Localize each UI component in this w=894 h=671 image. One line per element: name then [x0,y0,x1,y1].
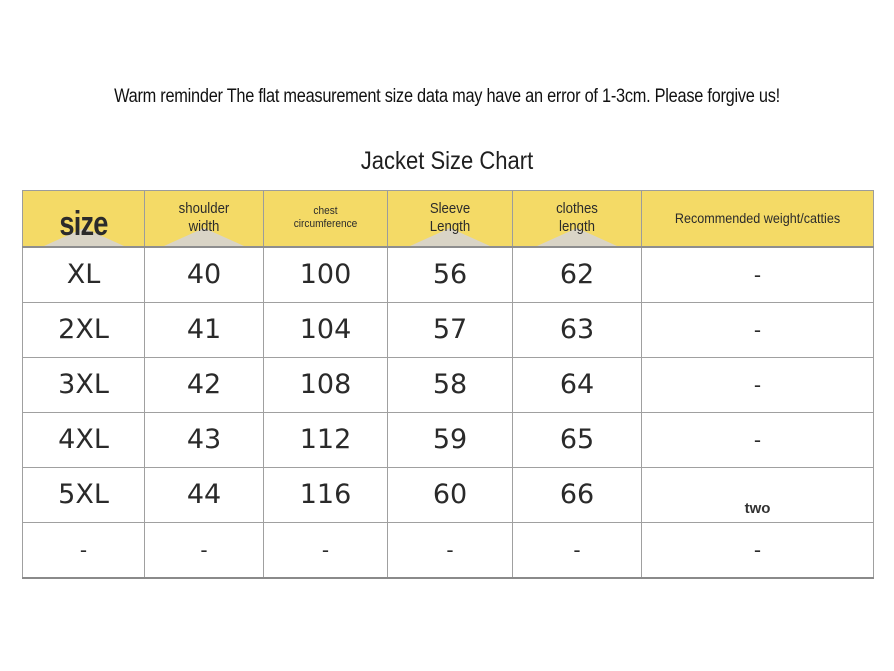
table-row [23,522,874,578]
chest-cell: 100 [264,247,388,303]
weight-cell: - [642,412,874,467]
sleeve-cell: 57 [388,302,513,357]
weight-note: two [744,499,771,517]
length-cell: 62 [513,247,642,303]
table-row [23,467,874,522]
header-shoulder-width [145,191,264,247]
size-chart-table [22,190,874,579]
sleeve-cell: 60 [388,467,513,522]
warm-reminder-text: Warm reminder The flat measurement size data may have an error of 1-3cm. Please forgive us! [114,86,780,107]
table-row [23,357,874,412]
shoulder-cell: - [145,522,264,578]
header-label: clothes [556,199,598,217]
length-cell: 63 [513,302,642,357]
size-cell: 2XL [23,302,145,357]
weight-cell: - [642,247,874,303]
header-recommended-weight [642,191,874,247]
shoulder-cell: 40 [145,247,264,303]
size-cell: XL [23,247,145,303]
shoulder-cell: 43 [145,412,264,467]
header-label: shoulder [178,199,230,217]
length-cell: 64 [513,357,642,412]
length-cell: 65 [513,412,642,467]
table-row [23,412,874,467]
header-clothes-length [513,191,642,247]
size-cell: 4XL [23,412,145,467]
sleeve-cell: - [388,522,513,578]
weight-cell [642,467,874,522]
header-label: Recommended weight/catties [674,209,841,226]
sleeve-cell: 59 [388,412,513,467]
header-label: Sleeve [429,199,471,217]
shoulder-cell: 44 [145,467,264,522]
length-cell: 66 [513,467,642,522]
header-label: size [59,205,108,243]
chest-cell: 116 [264,467,388,522]
chest-cell: 104 [264,302,388,357]
sleeve-cell: 56 [388,247,513,303]
sleeve-cell: 58 [388,357,513,412]
chest-cell: - [264,522,388,578]
header-size [23,191,145,247]
chest-cell: 112 [264,412,388,467]
weight-cell: - [642,522,874,578]
chest-cell: 108 [264,357,388,412]
chart-title: Jacket Size Chart [360,147,534,175]
table-header-row [23,191,874,247]
weight-cell: - [642,302,874,357]
header-label: width [188,218,220,236]
table-row [23,247,874,303]
header-chest-circumference [264,191,388,247]
weight-cell: - [642,357,874,412]
shoulder-cell: 41 [145,302,264,357]
header-label: circumference [293,218,358,231]
header-label: chest [313,204,338,217]
length-cell: - [513,522,642,578]
size-cell: 5XL [23,467,145,522]
shoulder-cell: 42 [145,357,264,412]
table-row [23,302,874,357]
size-cell: 3XL [23,357,145,412]
header-label: Length [429,218,471,236]
header-label: length [559,218,595,236]
size-cell: - [23,522,145,578]
header-sleeve-length [388,191,513,247]
